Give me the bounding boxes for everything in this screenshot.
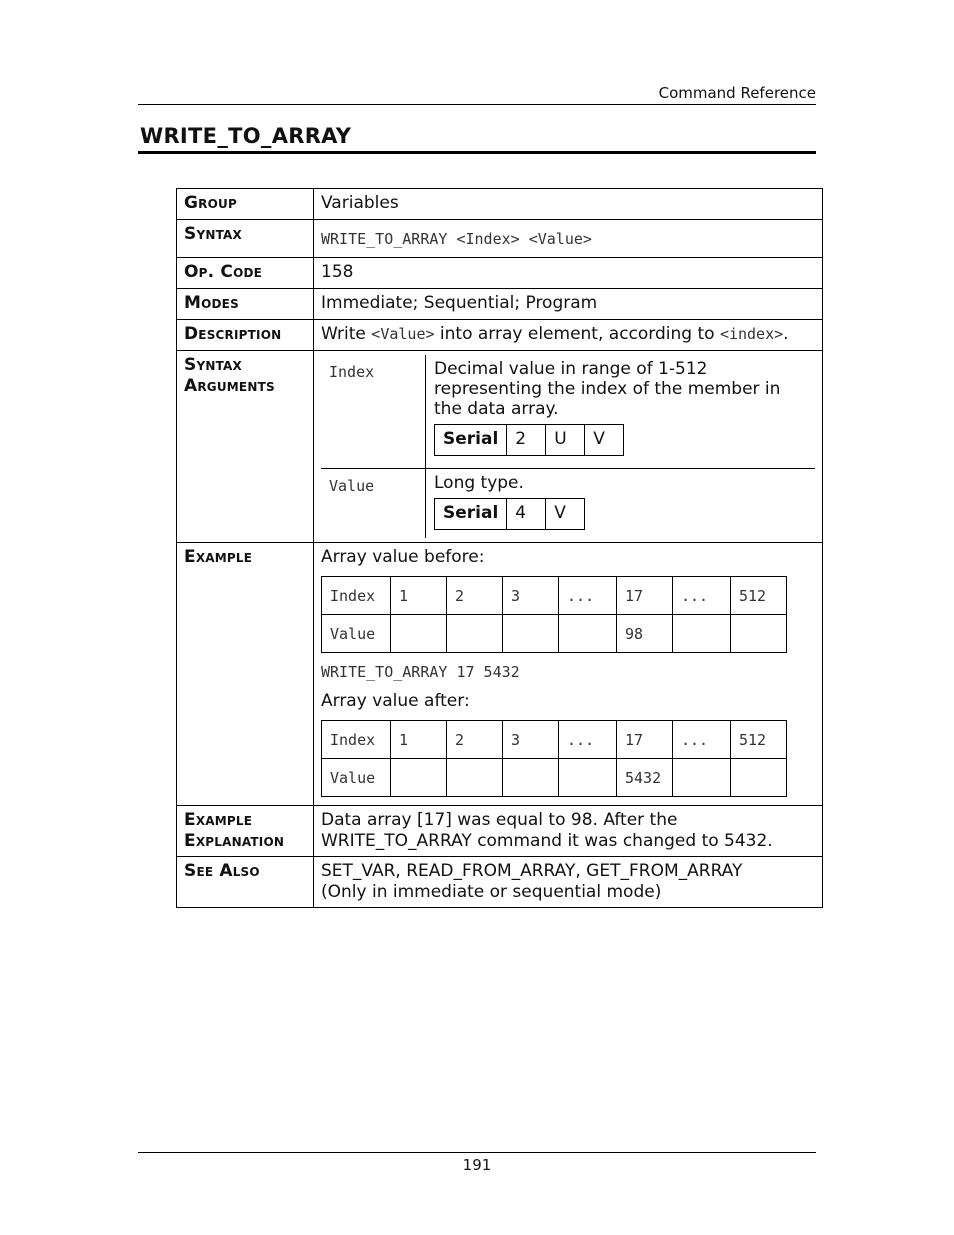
array-after-table [321, 720, 787, 797]
syntax-arguments-label-line1: Syntax [184, 355, 242, 375]
see-also-cell [314, 857, 823, 908]
example-explanation-cell [314, 806, 823, 857]
array-cell: 17 [617, 577, 673, 615]
see-also-line2: (Only in immediate or sequential mode) [321, 882, 662, 902]
array-before-table [321, 576, 787, 653]
modes-value: Immediate; Sequential; Program [314, 289, 823, 320]
argument-row-value [321, 468, 815, 538]
description-text-2: into array element, according to [434, 324, 720, 344]
example-cell [314, 543, 823, 806]
opcode-label: Op. Code [177, 258, 314, 289]
array-cell [447, 615, 503, 653]
array-cell [559, 615, 617, 653]
row-syntax [177, 220, 823, 258]
array-cell: ... [559, 721, 617, 759]
example-before-label: Array value before: [321, 547, 485, 567]
array-cell: 512 [731, 721, 787, 759]
array-cell: 2 [447, 577, 503, 615]
array-cell [503, 759, 559, 797]
array-cell [391, 615, 447, 653]
serial-cell: U [546, 425, 585, 456]
array-cell: 98 [617, 615, 673, 653]
description-text-1: Write [321, 324, 372, 344]
example-explanation-line1: Data array [17] was equal to 98. After the [321, 810, 678, 830]
argument-description-index [426, 355, 816, 468]
syntax-cell [314, 220, 823, 258]
example-label: Example [177, 543, 314, 806]
array-cell: 3 [503, 721, 559, 759]
array-cell [731, 615, 787, 653]
page-title: WRITE_TO_ARRAY [140, 124, 352, 148]
array-cell [391, 759, 447, 797]
description-value [314, 320, 823, 351]
array-cell: 512 [731, 577, 787, 615]
syntax-arguments-label-line2: Arguments [184, 376, 275, 396]
array-before-value-row [322, 615, 787, 653]
array-cell: Value [322, 759, 391, 797]
serial-cell: 2 [507, 425, 546, 456]
description-label: Description [177, 320, 314, 351]
example-explanation-label [177, 806, 314, 857]
serial-label: Serial [435, 425, 507, 456]
syntax-value: WRITE_TO_ARRAY <Index> <Value> [321, 229, 592, 248]
arguments-table [321, 355, 815, 538]
row-example-explanation [177, 806, 823, 857]
serial-table-index [434, 424, 624, 456]
array-cell: ... [673, 577, 731, 615]
modes-label: Modes [177, 289, 314, 320]
example-after-label: Array value after: [321, 691, 470, 711]
array-cell: Index [322, 577, 391, 615]
array-after-value-row [322, 759, 787, 797]
see-also-label: See Also [177, 857, 314, 908]
serial-label: Serial [435, 498, 507, 529]
title-underline [138, 151, 816, 154]
serial-cell: V [585, 425, 624, 456]
array-after-index-row [322, 721, 787, 759]
row-example [177, 543, 823, 806]
argument-name-index [321, 355, 426, 468]
description-text-3: . [783, 324, 789, 344]
row-description [177, 320, 823, 351]
array-cell [559, 759, 617, 797]
array-cell [673, 759, 731, 797]
group-label: Group [177, 189, 314, 220]
row-see-also [177, 857, 823, 908]
row-group [177, 189, 823, 220]
serial-cell: 4 [507, 498, 546, 529]
serial-table-value [434, 498, 585, 530]
row-modes [177, 289, 823, 320]
array-cell [503, 615, 559, 653]
group-value: Variables [314, 189, 823, 220]
array-before-index-row [322, 577, 787, 615]
syntax-arguments-cell [314, 351, 823, 543]
argument-name-value [321, 468, 426, 538]
array-cell: ... [559, 577, 617, 615]
description-code-value: <Value> [371, 325, 435, 343]
argument-name-value-text: Value [329, 476, 375, 495]
argument-description-index-text: Decimal value in range of 1-512 representing the index of the member in the data array. [434, 359, 781, 419]
argument-description-value [426, 468, 816, 538]
row-opcode [177, 258, 823, 289]
array-cell: 3 [503, 577, 559, 615]
opcode-value: 158 [314, 258, 823, 289]
description-code-index: <index> [719, 325, 784, 343]
argument-row-index [321, 355, 815, 468]
array-cell: 2 [447, 721, 503, 759]
example-command: WRITE_TO_ARRAY 17 5432 [321, 663, 520, 681]
array-cell: 1 [391, 721, 447, 759]
array-cell: 5432 [617, 759, 673, 797]
page-number: 191 [462, 1156, 492, 1174]
header-divider [138, 104, 816, 105]
see-also-line1: SET_VAR, READ_FROM_ARRAY, GET_FROM_ARRAY [321, 861, 743, 881]
footer-divider [138, 1152, 816, 1153]
array-cell: Index [322, 721, 391, 759]
row-syntax-arguments [177, 351, 823, 543]
example-explanation-label-line1: Example [184, 810, 253, 830]
syntax-arguments-label [177, 351, 314, 543]
array-cell: 17 [617, 721, 673, 759]
syntax-label: Syntax [177, 220, 314, 258]
array-cell: ... [673, 721, 731, 759]
array-cell: 1 [391, 577, 447, 615]
example-explanation-label-line2: Explanation [184, 831, 285, 851]
array-cell [731, 759, 787, 797]
command-table [176, 188, 823, 908]
running-header: Command Reference [658, 84, 816, 102]
example-explanation-line2: WRITE_TO_ARRAY command it was changed to 5432. [321, 831, 773, 851]
argument-name-index-text: Index [329, 363, 375, 381]
array-cell [673, 615, 731, 653]
argument-description-value-text: Long type. [434, 472, 524, 493]
array-cell [447, 759, 503, 797]
array-cell: Value [322, 615, 391, 653]
serial-cell: V [546, 498, 585, 529]
